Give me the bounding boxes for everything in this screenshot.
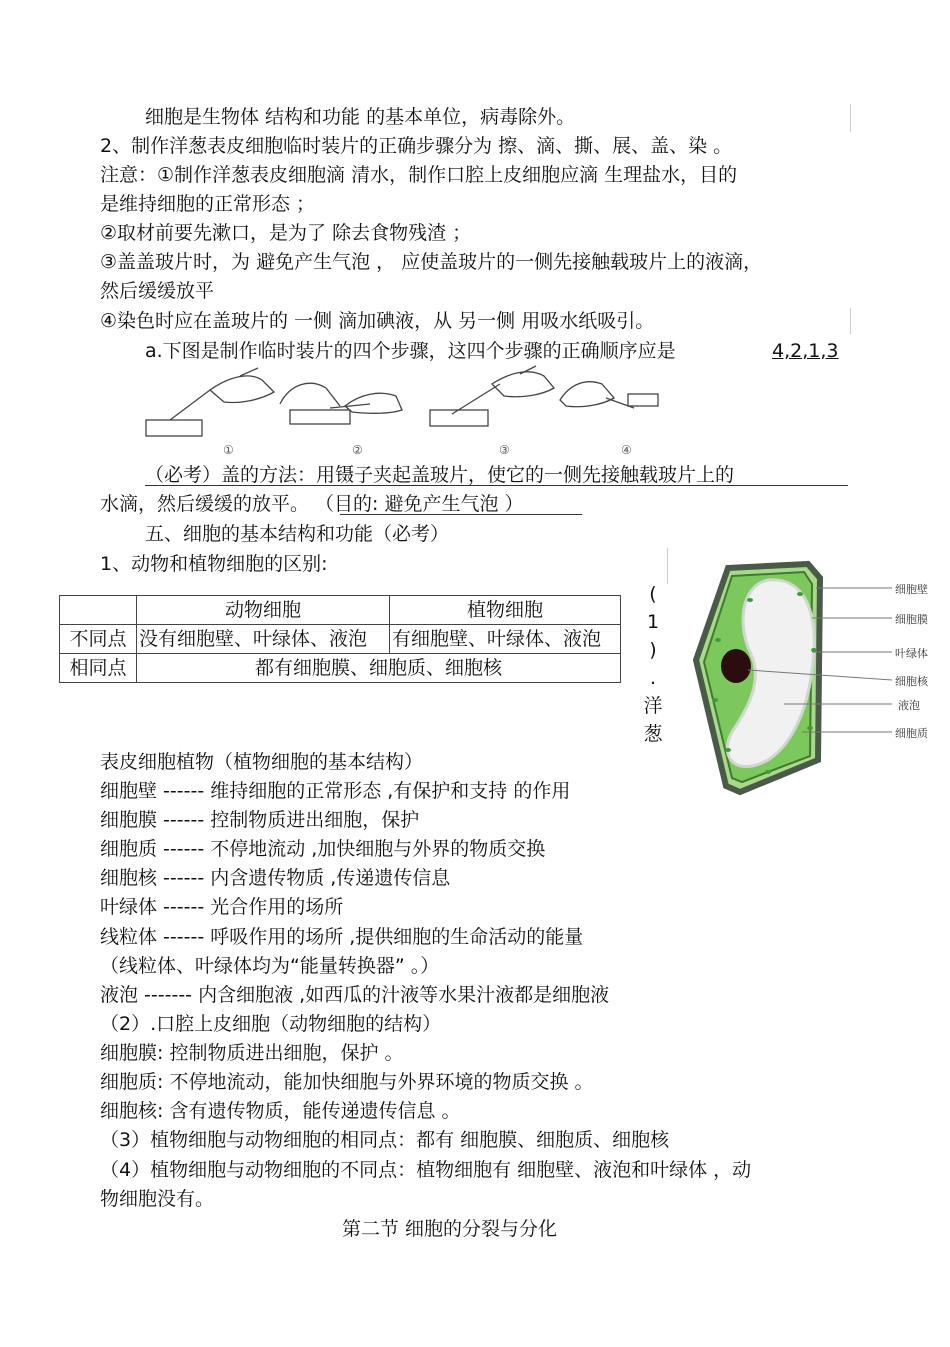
body-13: 细胞核: 含有遗传物质，能传递遗传信息 。 (100, 1100, 461, 1122)
label-cell-membrane: 细胞膜 (895, 613, 928, 626)
slide-1 (146, 420, 202, 436)
slide-4 (628, 394, 658, 406)
body-8: （线粒体、叶绿体均为“能量转换器” 。） (100, 955, 440, 977)
vertical-caption (641, 580, 665, 748)
step-label-3: ③ (499, 443, 510, 457)
slide-2 (290, 410, 350, 424)
line-9: a.下图是制作临时装片的四个步骤，这四个步骤的正确顺序应是 (145, 340, 676, 362)
body-3: 细胞膜 ------ 控制物质进出细胞，保护 (100, 809, 420, 831)
body-7: 线粒体 ------ 呼吸作用的场所 ,提供细胞的生命活动的能量 (100, 926, 584, 948)
label-chloroplast: 叶绿体 (895, 647, 928, 660)
purpose-underline (340, 514, 582, 515)
line-11: 水滴，然后缓缓的放平。 （目的: 避免产生气泡 ） (100, 493, 524, 515)
line-5: ②取材前要先漱口，是为了 除去食物残渣 ； (100, 222, 472, 244)
line-13: 1、动物和植物细胞的区别: (100, 553, 328, 575)
label-vacuole: 液泡 (898, 699, 920, 712)
slide-3 (430, 410, 488, 426)
table-row (60, 654, 621, 683)
body-12: 细胞质: 不停地流动，能加快细胞与外界环境的物质交换 。 (100, 1071, 594, 1093)
section-heading: 五、细胞的基本结构和功能（必考） (145, 523, 450, 545)
line-4: 是维持细胞的正常形态 ； (100, 193, 316, 215)
body-16: 物细胞没有。 (100, 1188, 215, 1210)
diff-label: 不同点 (60, 625, 137, 654)
table-row (60, 625, 621, 654)
body-4: 细胞质 ------ 不停地流动 ,加快细胞与外界的物质交换 (100, 838, 546, 860)
next-section-title: 第二节 细胞的分裂与分化 (342, 1218, 558, 1240)
body-15: （4）植物细胞与动物细胞的不同点：植物细胞有 细胞壁、液泡和叶绿体 ，动 (100, 1159, 752, 1181)
label-nucleus: 细胞核 (895, 675, 928, 688)
body-14: （3）植物细胞与动物细胞的相同点：都有 细胞膜、细胞质、细胞核 (100, 1129, 670, 1151)
label-cell-wall: 细胞壁 (895, 583, 928, 596)
vchar: ) (649, 639, 657, 661)
body-10: （2）.口腔上皮细胞（动物细胞的结构） (100, 1013, 442, 1035)
diff-plant: 有细胞壁、叶绿体、液泡 (390, 625, 621, 654)
table-header-blank (60, 596, 137, 625)
vchar: 洋 (643, 695, 663, 717)
vchar: 1 (646, 611, 660, 633)
line-10: （必考）盖的方法：用镊子夹起盖玻片，使它的一侧先接触载玻片上的 (145, 464, 735, 486)
same-label: 相同点 (60, 654, 137, 683)
slide-steps-figure (140, 364, 665, 460)
step-label-1: ① (223, 443, 234, 457)
body-6: 叶绿体 ------ 光合作用的场所 (100, 896, 344, 918)
table-header-animal: 动物细胞 (137, 596, 390, 625)
line-2: 2、制作洋葱表皮细胞临时装片的正确步骤分为 擦、滴、撕、展、盖、染 。 (100, 135, 733, 157)
cell-comparison-table (59, 595, 621, 683)
line-3: 注意：①制作洋葱表皮细胞滴 清水，制作口腔上皮细胞应滴 生理盐水，目的 (100, 164, 738, 186)
vchar: 葱 (643, 723, 663, 745)
line-7: 然后缓缓放平 (100, 280, 215, 302)
body-11: 细胞膜: 控制物质进出细胞，保护 。 (100, 1042, 404, 1064)
line-6: ③盖盖玻片时，为 避免产生气泡 ， 应使盖玻片的一侧先接触载玻片上的液滴， (100, 251, 763, 273)
table-row (60, 596, 621, 625)
table-header-plant: 植物细胞 (390, 596, 621, 625)
vchar: . (649, 667, 657, 689)
body-5: 细胞核 ------ 内含遗传物质 ,传递遗传信息 (100, 867, 451, 889)
step-label-4: ④ (621, 443, 632, 457)
step-label-2: ② (352, 443, 363, 457)
diff-animal: 没有细胞壁、叶绿体、液泡 (137, 625, 390, 654)
line-1: 细胞是生物体 结构和功能 的基本单位，病毒除外。 (145, 106, 576, 128)
underline-rule (145, 485, 848, 486)
line-8: ④染色时应在盖玻片的 一侧 滴加碘液，从 另一侧 用吸水纸吸引。 (100, 310, 655, 332)
step-order-answer: 4,2,1,3 (772, 340, 839, 362)
label-cytoplasm: 细胞质 (895, 727, 928, 740)
body-1: 表皮细胞植物（植物细胞的基本结构） (100, 751, 424, 773)
body-9: 液泡 ------- 内含细胞液 ,如西瓜的汁液等水果汁液都是细胞液 (100, 984, 610, 1006)
vchar: ( (649, 583, 657, 605)
same-value: 都有细胞膜、细胞质、细胞核 (137, 654, 621, 683)
body-2: 细胞壁 ------ 维持细胞的正常形态 ,有保护和支持 的作用 (100, 780, 571, 802)
